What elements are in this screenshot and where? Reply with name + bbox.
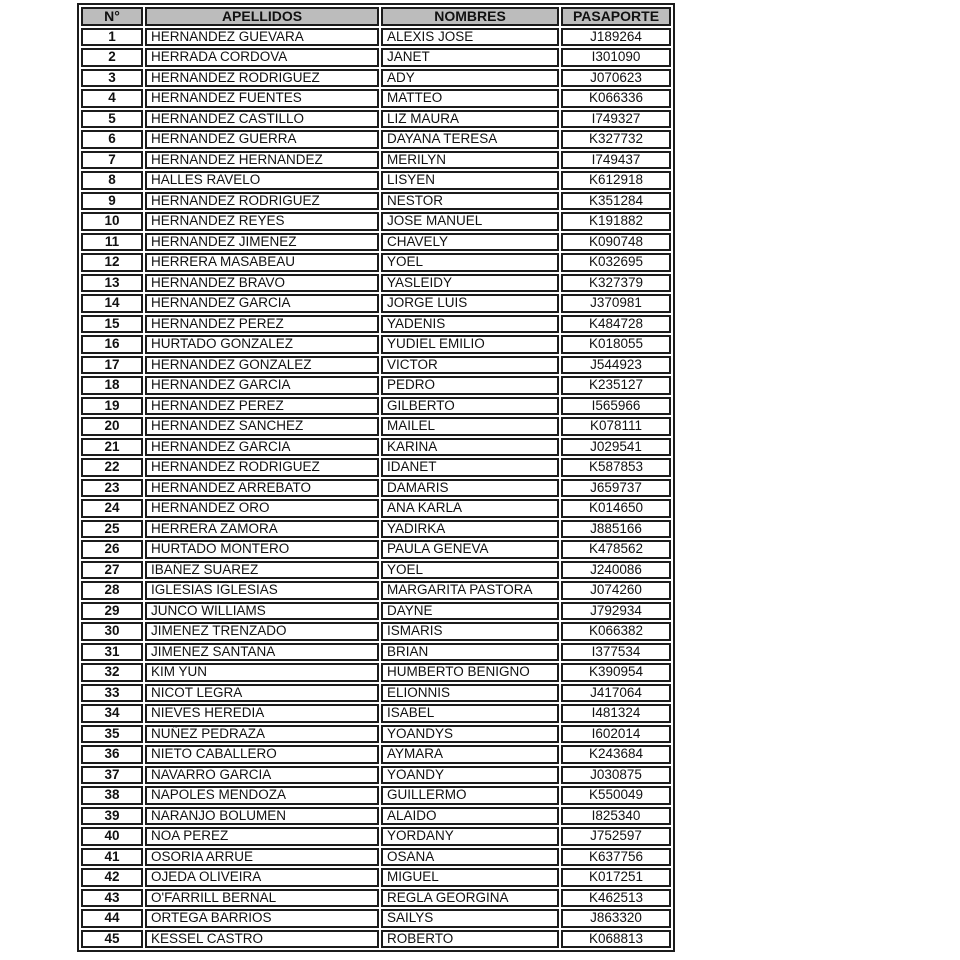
cell-numero: 32	[81, 663, 143, 682]
cell-apellidos: NAPOLES MENDOZA	[145, 786, 379, 805]
cell-nombres: NESTOR	[381, 192, 559, 211]
cell-numero: 16	[81, 335, 143, 354]
cell-nombres: PEDRO	[381, 376, 559, 395]
cell-apellidos: O'FARRILL BERNAL	[145, 889, 379, 908]
cell-nombres: YOANDYS	[381, 725, 559, 744]
cell-numero: 30	[81, 622, 143, 641]
cell-pasaporte: J370981	[561, 294, 671, 313]
table-row	[81, 315, 671, 334]
cell-nombres: HUMBERTO BENIGNO	[381, 663, 559, 682]
cell-apellidos: HURTADO MONTERO	[145, 540, 379, 559]
cell-apellidos: KIM YUN	[145, 663, 379, 682]
table-row	[81, 28, 671, 47]
cell-pasaporte: K090748	[561, 233, 671, 252]
table-row	[81, 704, 671, 723]
cell-nombres: KARINA	[381, 438, 559, 457]
cell-numero: 19	[81, 397, 143, 416]
cell-numero: 6	[81, 130, 143, 149]
cell-apellidos: HERRADA CORDOVA	[145, 48, 379, 67]
table-row	[81, 458, 671, 477]
cell-pasaporte: K390954	[561, 663, 671, 682]
table-row	[81, 766, 671, 785]
cell-numero: 25	[81, 520, 143, 539]
cell-numero: 37	[81, 766, 143, 785]
cell-numero: 43	[81, 889, 143, 908]
cell-numero: 12	[81, 253, 143, 272]
cell-numero: 35	[81, 725, 143, 744]
table-row	[81, 274, 671, 293]
table-row	[81, 622, 671, 641]
cell-nombres: JORGE LUIS	[381, 294, 559, 313]
cell-numero: 45	[81, 930, 143, 949]
cell-pasaporte: I749437	[561, 151, 671, 170]
cell-numero: 41	[81, 848, 143, 867]
cell-apellidos: HERNANDEZ GUEVARA	[145, 28, 379, 47]
cell-apellidos: HERNANDEZ FUENTES	[145, 89, 379, 108]
cell-numero: 14	[81, 294, 143, 313]
table-row	[81, 130, 671, 149]
cell-numero: 7	[81, 151, 143, 170]
cell-nombres: CHAVELY	[381, 233, 559, 252]
cell-pasaporte: I301090	[561, 48, 671, 67]
cell-numero: 24	[81, 499, 143, 518]
cell-apellidos: HERNANDEZ GUERRA	[145, 130, 379, 149]
cell-pasaporte: K462513	[561, 889, 671, 908]
table-row	[81, 684, 671, 703]
cell-numero: 26	[81, 540, 143, 559]
table-body	[81, 28, 671, 949]
cell-pasaporte: K078111	[561, 417, 671, 436]
table-row	[81, 827, 671, 846]
cell-apellidos: NARANJO BOLUMEN	[145, 807, 379, 826]
header-row	[81, 7, 671, 26]
col-header-numero: N°	[81, 7, 143, 26]
cell-nombres: IDANET	[381, 458, 559, 477]
cell-pasaporte: K235127	[561, 376, 671, 395]
cell-numero: 29	[81, 602, 143, 621]
passenger-list-table	[77, 3, 675, 952]
cell-nombres: GILBERTO	[381, 397, 559, 416]
cell-pasaporte: J070623	[561, 69, 671, 88]
cell-pasaporte: I565966	[561, 397, 671, 416]
cell-numero: 33	[81, 684, 143, 703]
table-row	[81, 786, 671, 805]
cell-apellidos: NAVARRO GARCIA	[145, 766, 379, 785]
cell-apellidos: IBAÑEZ SUAREZ	[145, 561, 379, 580]
cell-nombres: GUILLERMO	[381, 786, 559, 805]
cell-nombres: MARGARITA PASTORA	[381, 581, 559, 600]
cell-nombres: SAILYS	[381, 909, 559, 928]
cell-numero: 3	[81, 69, 143, 88]
table-row	[81, 233, 671, 252]
table-row	[81, 868, 671, 887]
table-row	[81, 397, 671, 416]
table-row	[81, 479, 671, 498]
table-row	[81, 663, 671, 682]
cell-numero: 10	[81, 212, 143, 231]
table-row	[81, 294, 671, 313]
cell-apellidos: JIMENEZ TRENZADO	[145, 622, 379, 641]
cell-nombres: JANET	[381, 48, 559, 67]
cell-apellidos: HERNANDEZ RODRIGUEZ	[145, 69, 379, 88]
cell-apellidos: JUNCO WILLIAMS	[145, 602, 379, 621]
cell-pasaporte: K327732	[561, 130, 671, 149]
cell-numero: 9	[81, 192, 143, 211]
cell-apellidos: HERNANDEZ HERNANDEZ	[145, 151, 379, 170]
cell-pasaporte: J029541	[561, 438, 671, 457]
table-row	[81, 930, 671, 949]
cell-nombres: ANA KARLA	[381, 499, 559, 518]
col-header-apellidos: APELLIDOS	[145, 7, 379, 26]
cell-apellidos: HERNANDEZ PEREZ	[145, 315, 379, 334]
cell-numero: 31	[81, 643, 143, 662]
cell-apellidos: NICOT LEGRA	[145, 684, 379, 703]
table-row	[81, 171, 671, 190]
table-row	[81, 848, 671, 867]
cell-numero: 21	[81, 438, 143, 457]
cell-apellidos: HERNANDEZ ARREBATO	[145, 479, 379, 498]
cell-nombres: YUDIEL EMILIO	[381, 335, 559, 354]
cell-apellidos: IGLESIAS IGLESIAS	[145, 581, 379, 600]
cell-apellidos: HURTADO GONZALEZ	[145, 335, 379, 354]
cell-apellidos: NUÑEZ PEDRAZA	[145, 725, 379, 744]
cell-pasaporte: K351284	[561, 192, 671, 211]
cell-apellidos: HERNANDEZ GARCIA	[145, 438, 379, 457]
cell-numero: 5	[81, 110, 143, 129]
cell-apellidos: HERNANDEZ SANCHEZ	[145, 417, 379, 436]
table-row	[81, 110, 671, 129]
table-row	[81, 438, 671, 457]
table-row	[81, 561, 671, 580]
table-row	[81, 376, 671, 395]
cell-nombres: MATTEO	[381, 89, 559, 108]
cell-apellidos: NIETO CABALLERO	[145, 745, 379, 764]
cell-nombres: VICTOR	[381, 356, 559, 375]
table-row	[81, 89, 671, 108]
table-row	[81, 725, 671, 744]
cell-nombres: MAILEL	[381, 417, 559, 436]
cell-pasaporte: K587853	[561, 458, 671, 477]
cell-numero: 20	[81, 417, 143, 436]
cell-numero: 15	[81, 315, 143, 334]
table-row	[81, 48, 671, 67]
cell-numero: 40	[81, 827, 143, 846]
cell-apellidos: NOA PEREZ	[145, 827, 379, 846]
cell-nombres: OSANA	[381, 848, 559, 867]
cell-pasaporte: K014650	[561, 499, 671, 518]
cell-pasaporte: K327379	[561, 274, 671, 293]
cell-nombres: PAULA GENEVA	[381, 540, 559, 559]
cell-pasaporte: K637756	[561, 848, 671, 867]
cell-pasaporte: J240086	[561, 561, 671, 580]
table-row	[81, 909, 671, 928]
cell-pasaporte: I481324	[561, 704, 671, 723]
cell-numero: 27	[81, 561, 143, 580]
cell-numero: 18	[81, 376, 143, 395]
cell-pasaporte: J863320	[561, 909, 671, 928]
cell-numero: 22	[81, 458, 143, 477]
cell-nombres: LIZ MAURA	[381, 110, 559, 129]
cell-nombres: YASLEIDY	[381, 274, 559, 293]
table-row	[81, 499, 671, 518]
cell-nombres: ROBERTO	[381, 930, 559, 949]
cell-pasaporte: J074260	[561, 581, 671, 600]
table-row	[81, 253, 671, 272]
cell-pasaporte: K068813	[561, 930, 671, 949]
cell-apellidos: HERNANDEZ CASTILLO	[145, 110, 379, 129]
cell-nombres: ISMARIS	[381, 622, 559, 641]
cell-nombres: BRIAN	[381, 643, 559, 662]
cell-pasaporte: K484728	[561, 315, 671, 334]
cell-apellidos: HERNANDEZ BRAVO	[145, 274, 379, 293]
cell-numero: 23	[81, 479, 143, 498]
cell-numero: 1	[81, 28, 143, 47]
cell-numero: 38	[81, 786, 143, 805]
cell-apellidos: HERNANDEZ RODRIGUEZ	[145, 458, 379, 477]
cell-nombres: JOSE MANUEL	[381, 212, 559, 231]
cell-nombres: YORDANY	[381, 827, 559, 846]
cell-pasaporte: I749327	[561, 110, 671, 129]
table-row	[81, 745, 671, 764]
table-row	[81, 335, 671, 354]
cell-nombres: LISYEN	[381, 171, 559, 190]
cell-nombres: DAMARIS	[381, 479, 559, 498]
table-row	[81, 212, 671, 231]
cell-pasaporte: K017251	[561, 868, 671, 887]
cell-apellidos: KESSEL CASTRO	[145, 930, 379, 949]
cell-pasaporte: K032695	[561, 253, 671, 272]
cell-pasaporte: J544923	[561, 356, 671, 375]
cell-numero: 28	[81, 581, 143, 600]
cell-numero: 8	[81, 171, 143, 190]
table-row	[81, 581, 671, 600]
cell-pasaporte: K550049	[561, 786, 671, 805]
cell-numero: 44	[81, 909, 143, 928]
cell-apellidos: NIEVES HEREDIA	[145, 704, 379, 723]
cell-numero: 34	[81, 704, 143, 723]
cell-pasaporte: K478562	[561, 540, 671, 559]
cell-apellidos: HERRERA MASABEAU	[145, 253, 379, 272]
cell-pasaporte: J792934	[561, 602, 671, 621]
cell-apellidos: ORTEGA BARRIOS	[145, 909, 379, 928]
table-row	[81, 889, 671, 908]
table-row	[81, 356, 671, 375]
table-row	[81, 807, 671, 826]
cell-apellidos: OJEDA OLIVEIRA	[145, 868, 379, 887]
cell-nombres: DAYNE	[381, 602, 559, 621]
cell-nombres: ALEXIS JOSE	[381, 28, 559, 47]
cell-numero: 17	[81, 356, 143, 375]
cell-pasaporte: J659737	[561, 479, 671, 498]
cell-pasaporte: J752597	[561, 827, 671, 846]
table-row	[81, 602, 671, 621]
cell-pasaporte: J030875	[561, 766, 671, 785]
cell-nombres: DAYANA TERESA	[381, 130, 559, 149]
cell-pasaporte: K243684	[561, 745, 671, 764]
table-row	[81, 417, 671, 436]
cell-nombres: ISABEL	[381, 704, 559, 723]
table-row	[81, 192, 671, 211]
cell-nombres: YOEL	[381, 561, 559, 580]
cell-pasaporte: J885166	[561, 520, 671, 539]
cell-apellidos: HERNANDEZ RODRIGUEZ	[145, 192, 379, 211]
table-row	[81, 540, 671, 559]
cell-numero: 13	[81, 274, 143, 293]
cell-apellidos: HERNANDEZ GARCIA	[145, 294, 379, 313]
cell-apellidos: HERNANDEZ JIMENEZ	[145, 233, 379, 252]
cell-apellidos: HERNANDEZ PEREZ	[145, 397, 379, 416]
cell-nombres: REGLA GEORGINA	[381, 889, 559, 908]
cell-apellidos: JIMENEZ SANTANA	[145, 643, 379, 662]
cell-nombres: YOANDY	[381, 766, 559, 785]
cell-nombres: YADENIS	[381, 315, 559, 334]
cell-numero: 2	[81, 48, 143, 67]
cell-numero: 36	[81, 745, 143, 764]
cell-nombres: ALAIDO	[381, 807, 559, 826]
cell-nombres: MIGUEL	[381, 868, 559, 887]
table-row	[81, 151, 671, 170]
table-row	[81, 69, 671, 88]
col-header-nombres: NOMBRES	[381, 7, 559, 26]
cell-numero: 42	[81, 868, 143, 887]
cell-apellidos: HERNANDEZ GARCIA	[145, 376, 379, 395]
cell-pasaporte: J417064	[561, 684, 671, 703]
cell-nombres: AYMARA	[381, 745, 559, 764]
cell-pasaporte: K612918	[561, 171, 671, 190]
cell-nombres: ADY	[381, 69, 559, 88]
table-row	[81, 643, 671, 662]
table-header	[81, 7, 671, 26]
cell-apellidos: HERNANDEZ ORO	[145, 499, 379, 518]
cell-pasaporte: I825340	[561, 807, 671, 826]
cell-nombres: ELIONNIS	[381, 684, 559, 703]
cell-numero: 4	[81, 89, 143, 108]
cell-nombres: YOEL	[381, 253, 559, 272]
cell-pasaporte: J189264	[561, 28, 671, 47]
cell-numero: 39	[81, 807, 143, 826]
cell-numero: 11	[81, 233, 143, 252]
table-row	[81, 520, 671, 539]
col-header-pasaporte: PASAPORTE	[561, 7, 671, 26]
cell-nombres: MERILYN	[381, 151, 559, 170]
cell-pasaporte: I377534	[561, 643, 671, 662]
cell-pasaporte: K066382	[561, 622, 671, 641]
cell-pasaporte: K018055	[561, 335, 671, 354]
cell-apellidos: OSORIA ARRUE	[145, 848, 379, 867]
cell-pasaporte: I602014	[561, 725, 671, 744]
cell-apellidos: HALLES RAVELO	[145, 171, 379, 190]
cell-pasaporte: K191882	[561, 212, 671, 231]
cell-pasaporte: K066336	[561, 89, 671, 108]
cell-nombres: YADIRKA	[381, 520, 559, 539]
cell-apellidos: HERRERA ZAMORA	[145, 520, 379, 539]
cell-apellidos: HERNANDEZ GONZALEZ	[145, 356, 379, 375]
cell-apellidos: HERNANDEZ REYES	[145, 212, 379, 231]
